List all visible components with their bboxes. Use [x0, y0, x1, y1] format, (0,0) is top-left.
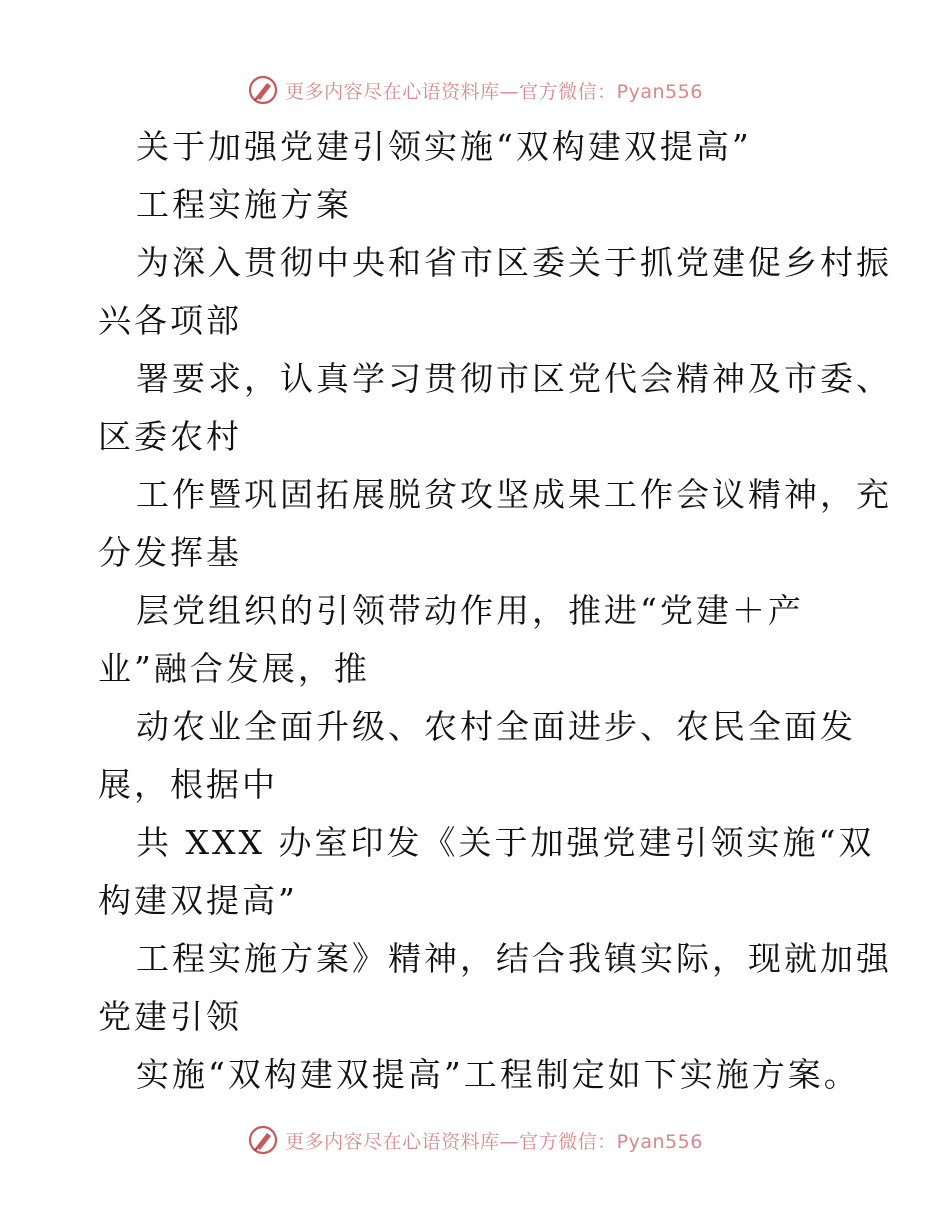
pen-logo-icon: [247, 74, 279, 106]
pen-logo-icon: [247, 1124, 279, 1156]
doc-line: 为深入贯彻中央和省市区委关于抓党建促乡村振: [136, 243, 892, 282]
watermark-header: [0, 70, 950, 110]
doc-line: 业”融合发展，推: [98, 649, 370, 688]
doc-line: 展，根据中: [98, 765, 278, 804]
doc-line: 区委农村: [98, 417, 242, 456]
document-body: [98, 118, 892, 1104]
doc-line: 共 XXX 办室印发《关于加强党建引领实施“双: [136, 823, 875, 862]
watermark-footer: [0, 1120, 950, 1160]
doc-line: 署要求，认真学习贯彻市区党代会精神及市委、: [136, 359, 892, 398]
doc-line: 兴各项部: [98, 301, 242, 340]
doc-line: 党建引领: [98, 997, 242, 1036]
doc-line: 构建双提高”: [98, 881, 298, 920]
doc-line: 实施“双构建双提高”工程制定如下实施方案。: [136, 1055, 860, 1094]
doc-line: 关于加强党建引领实施“双构建双提高”: [136, 127, 752, 166]
watermark-text: 更多内容尽在心语资料库—官方微信：Pyan556: [285, 1130, 703, 1153]
watermark-text: 更多内容尽在心语资料库—官方微信：Pyan556: [285, 80, 703, 103]
doc-line: 工程实施方案》精神，结合我镇实际，现就加强: [136, 939, 892, 978]
doc-line: 工作暨巩固拓展脱贫攻坚成果工作会议精神，充: [136, 475, 892, 514]
doc-line: 动农业全面升级、农村全面进步、农民全面发: [136, 707, 856, 746]
doc-line: 分发挥基: [98, 533, 242, 572]
doc-line: 工程实施方案: [136, 185, 352, 224]
doc-line: 层党组织的引领带动作用，推进“党建＋产: [136, 591, 804, 630]
